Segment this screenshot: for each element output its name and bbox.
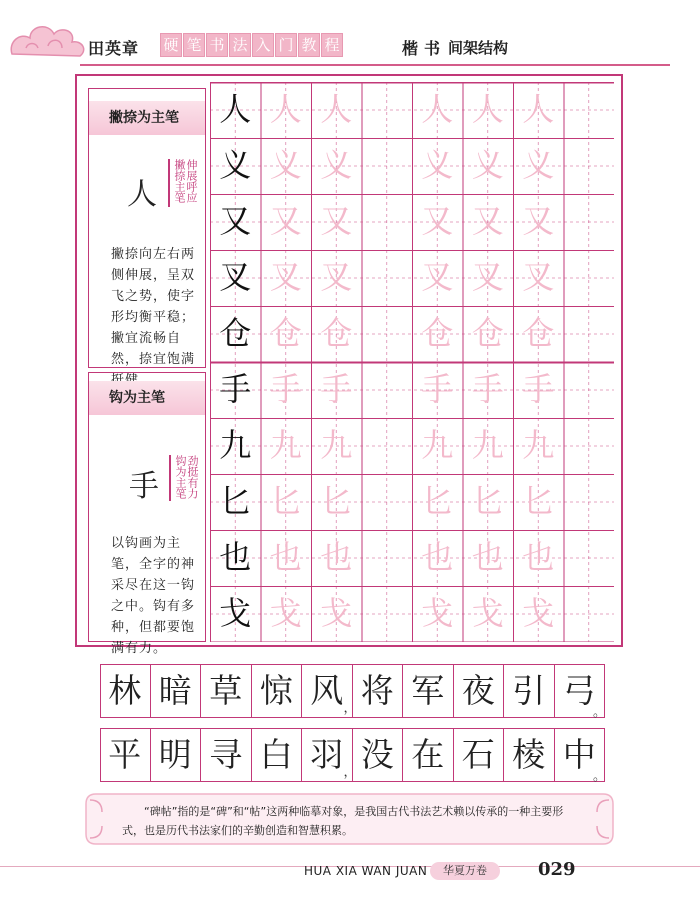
- trace-char: 九: [471, 426, 504, 464]
- trace-char: 叉: [320, 258, 353, 296]
- trace-char: 叉: [421, 258, 454, 296]
- trace-char: 又: [421, 202, 454, 240]
- period-mark: 。: [593, 769, 607, 784]
- poem-char: 惊: [259, 671, 293, 710]
- author-name: 田英章: [88, 39, 140, 58]
- section-description: 撇捺向左右两侧伸展，呈双飞之势，使字形均衡平稳；撇宜流畅自然，捺宜饱满: [111, 247, 196, 367]
- trace-char: 匕: [320, 482, 353, 520]
- poem-cell: [403, 729, 454, 781]
- trace-char: 叉: [269, 258, 302, 296]
- trace-char: 仓: [269, 314, 302, 352]
- trace-char: 人: [522, 90, 555, 128]
- trace-char: 九: [320, 426, 353, 464]
- poem-cell: [151, 729, 202, 781]
- series-char: 法: [229, 33, 251, 57]
- trace-char: 仓: [320, 314, 353, 352]
- model-char: 又: [219, 202, 252, 240]
- poem-char: 弓: [562, 671, 596, 710]
- trace-char: 义: [421, 146, 454, 184]
- model-char: 也: [219, 538, 252, 576]
- vertical-label: 撇捺主笔: [173, 159, 186, 203]
- model-char: 叉: [219, 258, 252, 296]
- poem-char: 林: [108, 671, 142, 710]
- poem-cell: [353, 665, 404, 717]
- poem-cell: [151, 665, 202, 717]
- poem-cell: [504, 665, 555, 717]
- example-char: 人: [127, 177, 157, 212]
- vertical-label: 钩为主笔: [174, 455, 187, 499]
- trace-char: 又: [522, 202, 555, 240]
- poem-char: 在: [411, 735, 445, 774]
- model-char: 手: [219, 370, 252, 408]
- model-char: 匕: [219, 482, 252, 520]
- poem-char: 夜: [461, 671, 495, 710]
- poem-char: 草: [209, 671, 243, 710]
- poem-char: 风: [310, 671, 344, 710]
- series-char: 入: [252, 33, 274, 57]
- trace-char: 人: [421, 90, 454, 128]
- trace-char: 叉: [522, 258, 555, 296]
- trace-char: 叉: [471, 258, 504, 296]
- poem-char: 引: [512, 671, 546, 710]
- model-char: 仓: [219, 314, 252, 352]
- series-char: 教: [298, 33, 320, 57]
- cloud-ornament-icon: [8, 18, 88, 62]
- trace-char: 戈: [471, 594, 504, 632]
- trace-char: 戈: [320, 594, 353, 632]
- page-header: [0, 18, 700, 68]
- trace-char: 手: [522, 370, 555, 408]
- poem-char: 棱: [512, 735, 546, 774]
- trace-char: 人: [269, 90, 302, 128]
- section-description: 以钩画为主笔，全字的神采尽在这一钩之中。钩有多种，但都要饱满有力。: [111, 536, 196, 656]
- poem-char: 明: [158, 735, 192, 774]
- trace-char: 义: [471, 146, 504, 184]
- period-mark: 。: [593, 705, 607, 720]
- model-char: 人: [219, 90, 252, 128]
- comma-mark: ，: [343, 701, 357, 716]
- trace-char: 也: [522, 538, 555, 576]
- section-panel-1: [88, 88, 206, 368]
- trace-char: 匕: [269, 482, 302, 520]
- header-divider: [80, 64, 670, 66]
- trace-char: 又: [320, 202, 353, 240]
- label-bar: [168, 159, 170, 207]
- poem-cell: [201, 729, 252, 781]
- trace-char: 义: [320, 146, 353, 184]
- footer-brand-cn: 华夏万卷: [430, 862, 500, 880]
- series-char: 程: [321, 33, 343, 57]
- script-style: 楷书: [402, 39, 447, 58]
- vertical-label: 伸展呼应: [185, 159, 198, 203]
- trace-char: 义: [269, 146, 302, 184]
- page-number: 029: [538, 859, 576, 880]
- model-char: 戈: [219, 594, 252, 632]
- footer-brand: HUA XIA WAN JUAN: [304, 864, 428, 878]
- series-title: [160, 33, 343, 57]
- poem-char: 没: [360, 735, 394, 774]
- trace-char: 又: [471, 202, 504, 240]
- label-bar: [169, 455, 171, 501]
- practice-grid: [210, 82, 614, 642]
- poem-char: 平: [108, 735, 142, 774]
- comma-mark: ，: [343, 765, 357, 780]
- trace-char: 手: [269, 370, 302, 408]
- section-title: 钩为主笔: [89, 381, 205, 415]
- poem-cell: [504, 729, 555, 781]
- poem-row-2: [100, 728, 605, 782]
- poem-char: 将: [360, 671, 394, 710]
- poem-char: 军: [411, 671, 445, 710]
- model-char: 九: [219, 426, 252, 464]
- poem-char: 暗: [158, 671, 192, 710]
- trace-char: 义: [522, 146, 555, 184]
- trace-char: 手: [421, 370, 454, 408]
- trace-char: 戈: [269, 594, 302, 632]
- poem-cell: [100, 729, 151, 781]
- poem-cell: [454, 665, 505, 717]
- trace-char: 仓: [421, 314, 454, 352]
- chapter-topic: 间架结构: [448, 39, 509, 57]
- section-panel-2: [88, 372, 206, 656]
- poem-cell: [201, 665, 252, 717]
- trace-char: 九: [421, 426, 454, 464]
- series-char: 书: [206, 33, 228, 57]
- trace-char: 戈: [522, 594, 555, 632]
- poem-cell: [403, 665, 454, 717]
- poem-char: 中: [562, 735, 596, 774]
- poem-cell: [454, 729, 505, 781]
- trace-char: 手: [320, 370, 353, 408]
- note-box: [82, 790, 617, 848]
- trace-char: 也: [269, 538, 302, 576]
- series-char: 门: [275, 33, 297, 57]
- poem-char: 羽: [310, 735, 344, 774]
- poem-char: 白: [259, 735, 293, 774]
- trace-char: 又: [269, 202, 302, 240]
- poem-cell: [353, 729, 404, 781]
- trace-char: 匕: [421, 482, 454, 520]
- poem-cell: [100, 665, 151, 717]
- trace-char: 九: [269, 426, 302, 464]
- trace-char: 也: [471, 538, 504, 576]
- note-text: “碑帖”指的是“碑”和“帖”这两种临摹对象，是我国古代书法艺术赖以传承的一种主要形式，也是历代书法家们的辛勤创造和智慧积累。: [122, 805, 564, 837]
- trace-char: 手: [471, 370, 504, 408]
- trace-char: 戈: [421, 594, 454, 632]
- poem-row-1: [100, 664, 605, 718]
- trace-char: 人: [320, 90, 353, 128]
- poem-char: 寻: [209, 735, 243, 774]
- trace-char: 匕: [471, 482, 504, 520]
- example-char: 手: [129, 469, 159, 504]
- poem-char: 石: [461, 735, 495, 774]
- trace-char: 也: [421, 538, 454, 576]
- series-char: 笔: [183, 33, 205, 57]
- trace-char: 九: [522, 426, 555, 464]
- model-char: 义: [219, 146, 252, 184]
- trace-char: 仓: [471, 314, 504, 352]
- section-title: 撇捺为主笔: [89, 101, 205, 135]
- trace-char: 人: [471, 90, 504, 128]
- vertical-label: 劲挺有力: [186, 455, 199, 499]
- series-char: 硬: [160, 33, 182, 57]
- trace-char: 匕: [522, 482, 555, 520]
- poem-cell: [252, 729, 303, 781]
- poem-cell: [252, 665, 303, 717]
- trace-char: 也: [320, 538, 353, 576]
- trace-char: 仓: [522, 314, 555, 352]
